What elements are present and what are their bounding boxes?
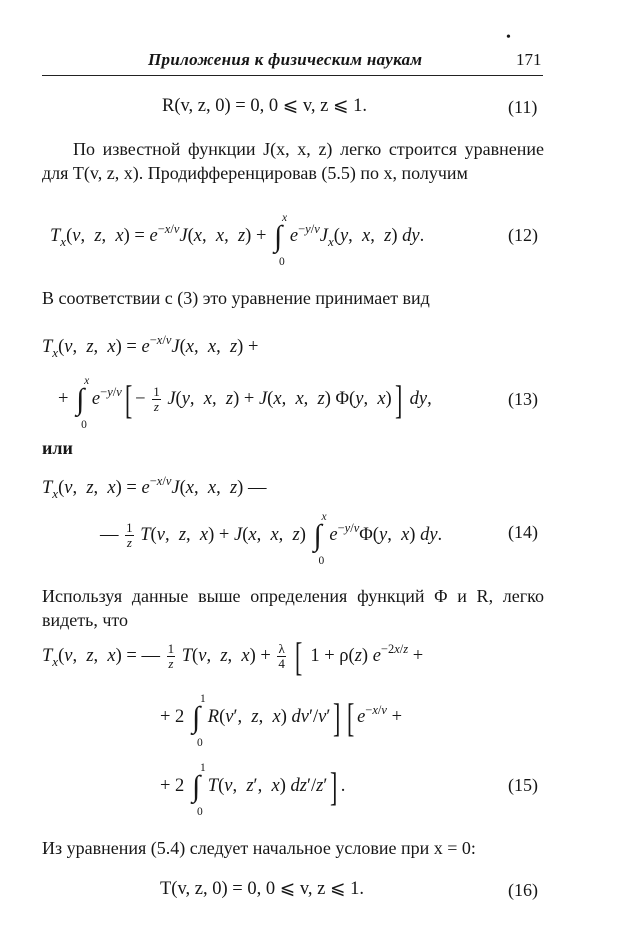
equation-number-16: (16) bbox=[508, 880, 538, 900]
equation-13-line-1: $T_x(v$, z, $x) = e^{-x/v}J(x$, x, z) + bbox=[42, 333, 259, 360]
paragraph-2: В соответствии с (3) это уравнение принимает вид bbox=[42, 288, 430, 308]
equation-13-line-2: + ∫ x 0 $e^{-y/v}$[ − $\frac{1}{z}$ J(y, x, z) + J(x, x, z) Φ(y, x)] dy, bbox=[58, 375, 432, 431]
paragraph-4: Из уравнения (5.4) следует начальное условие при x = 0: bbox=[42, 838, 476, 858]
equation-15-line-3: + 2 ∫ 1 0 T(v, z′, x) dz′/z′] . bbox=[160, 762, 346, 818]
equation-14-line-2: — $\frac{1}{z}$ T(v, z, x) + J(x, x, z) ∫ x 0 $e^{-y/v}\Phi(y$, x) dy. bbox=[100, 511, 443, 567]
running-header-title: Приложения к физическим наукам bbox=[148, 50, 423, 69]
paragraph-1: По известной функции J(x, x, z) легко строится уравнение для T(v, z, x). Продифференцировав (5.5) по x, получим bbox=[42, 139, 544, 183]
paragraph-3: Используя данные выше определения функций Φ и R, легко видеть, что bbox=[42, 586, 544, 630]
word-or: или bbox=[42, 438, 73, 458]
equation-11: R(v, z, 0) = 0, 0 ⩽ v, z ⩽ 1. bbox=[162, 96, 367, 116]
equation-number-11: (11) bbox=[508, 97, 538, 117]
page-number: 171 bbox=[516, 50, 542, 69]
equation-number-14: (14) bbox=[508, 522, 538, 542]
equation-number-12: (12) bbox=[508, 225, 538, 245]
print-mark: • bbox=[506, 30, 511, 45]
equation-number-15: (15) bbox=[508, 775, 538, 795]
equation-number-13: (13) bbox=[508, 389, 538, 409]
equation-14-line-1: $T_x(v$, z, $x) = e^{-x/v}J(x$, x, z) — bbox=[42, 474, 267, 501]
equation-15-line-2: + 2 ∫ 1 0 R(v′, z, x) dv′/v′] [ $e^{-x/v}$ + bbox=[160, 693, 403, 749]
header-rule bbox=[42, 75, 543, 76]
equation-16: T(v, z, 0) = 0, 0 ⩽ v, z ⩽ 1. bbox=[160, 879, 364, 899]
equation-12: $T_x(v$, z, $x) = e^{-x/v}J(x$, x, z) + ∫ x 0 $e^{-y/v}J_x(y$, x, z) dy. bbox=[50, 212, 425, 268]
equation-15-line-1: $T_x(v$, z, x) = — $\frac{1}{z}$ T(v, z, x) + $\frac{\lambda}{4}$ [ 1 + ρ(z) $e^{-2x/z}$ + bbox=[42, 634, 424, 679]
